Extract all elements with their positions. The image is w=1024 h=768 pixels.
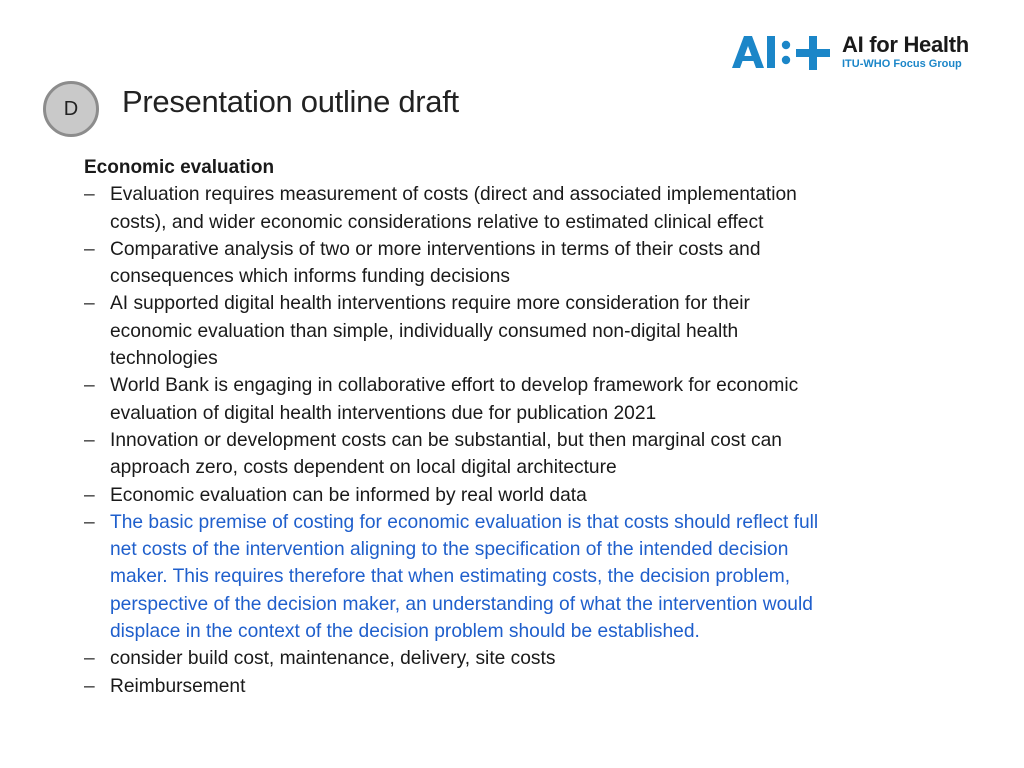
logo-name: AI for Health [842, 32, 969, 57]
bullet-item: – Comparative analysis of two or more interventions in terms of their costs and consequences which informs funding decisions [84, 236, 824, 291]
bullet-item: – Innovation or development costs can be substantial, but then marginal cost can approach zero, costs dependent on local digital architecture [84, 427, 824, 482]
section-badge-letter: D [63, 97, 79, 120]
bullet-item: – Reimbursement [84, 673, 824, 700]
slide-content [84, 154, 824, 700]
bullet-item: – Economic evaluation can be informed by real world data [84, 482, 824, 509]
bullet-list [84, 181, 824, 700]
slide-title: Presentation outline draft [122, 84, 459, 119]
section-heading: Economic evaluation [84, 157, 275, 178]
bullet-item: – AI supported digital health interventions require more consideration for their economic evaluation than simple, individually consumed non-digital health technologies [84, 290, 824, 372]
bullet-item-highlighted: – The basic premise of costing for economic evaluation is that costs should reflect full net costs of the intervention aligning to the specification of the intended decision maker. This requires therefore that when estimating costs, the decision problem, perspective of the decision maker, an understanding of what the intervention would displace in the context of the decision problem should be established. [84, 509, 824, 645]
logo-subtitle: ITU-WHO Focus Group [842, 58, 962, 70]
bullet-item: – Evaluation requires measurement of costs (direct and associated implementation costs), and wider economic considerations relative to estimated clinical effect [84, 181, 824, 236]
bullet-item: – consider build cost, maintenance, delivery, site costs [84, 645, 824, 672]
ai-for-health-logo [732, 34, 969, 70]
section-badge [43, 81, 99, 137]
bullet-item: – World Bank is engaging in collaborative effort to develop framework for economic evaluation of digital health interventions due for publication 2021 [84, 372, 824, 427]
ai-plus-logo-mark-icon [732, 34, 832, 70]
